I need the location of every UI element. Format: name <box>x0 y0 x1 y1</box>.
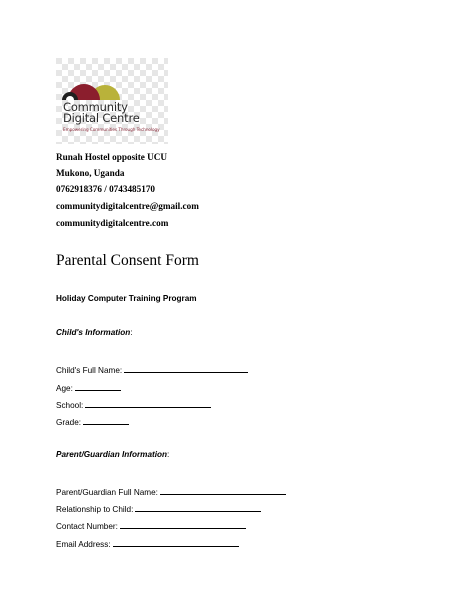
address-line2: Mukono, Uganda <box>56 168 125 178</box>
child-school-label: School: <box>56 401 84 410</box>
contact-number-blank[interactable] <box>120 520 246 529</box>
relationship-field <box>56 503 261 514</box>
website-link[interactable]: communitydigitalcentre.com <box>56 218 169 228</box>
logo-wordmark <box>63 102 140 124</box>
program-name: Holiday Computer Training Program <box>56 294 197 303</box>
child-age-field <box>56 382 121 393</box>
parent-info-colon: : <box>167 450 170 459</box>
address-line1: Runah Hostel opposite UCU <box>56 152 168 162</box>
parent-info-heading-text: Parent/Guardian Information <box>56 450 167 459</box>
relationship-label: Relationship to Child: <box>56 505 134 514</box>
child-full-name-blank[interactable] <box>124 364 248 373</box>
parent-info-heading <box>56 450 169 459</box>
parent-full-name-field <box>56 486 286 497</box>
child-age-blank[interactable] <box>75 382 121 391</box>
child-age-label: Age: <box>56 384 73 393</box>
phone-numbers: 0762918376 / 0743485170 <box>56 184 156 194</box>
contact-number-field <box>56 520 246 531</box>
child-grade-blank[interactable] <box>83 416 129 425</box>
child-full-name-field <box>56 364 248 375</box>
parent-email-label: Email Address: <box>56 540 111 549</box>
logo-name-line1: Community <box>63 100 128 114</box>
relationship-blank[interactable] <box>135 503 261 512</box>
email-address[interactable]: communitydigitalcentre@gmail.com <box>56 201 199 211</box>
child-info-heading-text: Child's Information <box>56 328 131 337</box>
child-full-name-label: Child's Full Name: <box>56 366 123 375</box>
child-info-colon: : <box>130 328 133 337</box>
logo-name-line2: Digital Centre <box>63 111 140 125</box>
parent-full-name-blank[interactable] <box>160 486 286 495</box>
child-school-field <box>56 399 211 410</box>
parent-email-blank[interactable] <box>113 538 239 547</box>
logo-tagline: Empowering Communities Through Technology <box>63 127 160 132</box>
child-grade-label: Grade: <box>56 418 82 427</box>
parent-full-name-label: Parent/Guardian Full Name: <box>56 488 158 497</box>
community-digital-centre-logo <box>56 58 168 144</box>
contact-number-label: Contact Number: <box>56 522 118 531</box>
page-title: Parental Consent Form <box>56 252 199 269</box>
child-info-heading <box>56 328 133 337</box>
email-address-field <box>56 538 239 549</box>
child-grade-field <box>56 416 129 427</box>
child-school-blank[interactable] <box>85 399 211 408</box>
